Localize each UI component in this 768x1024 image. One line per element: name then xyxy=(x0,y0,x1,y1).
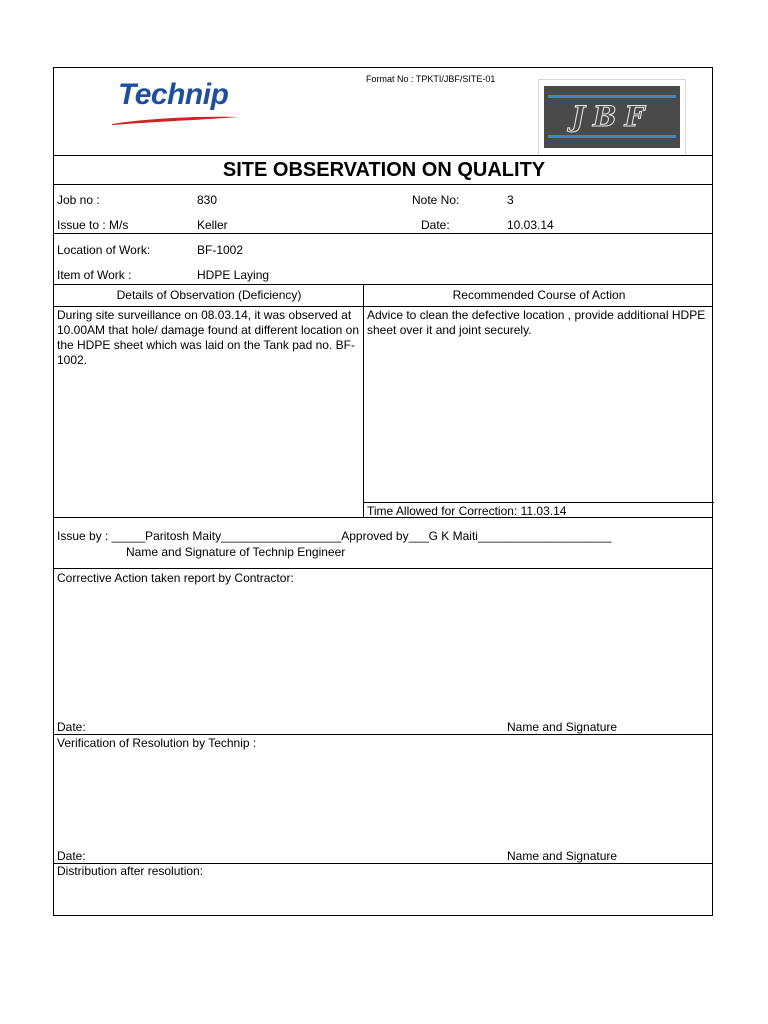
corrective-date-label: Date: xyxy=(57,720,86,734)
page-title: SITE OBSERVATION ON QUALITY xyxy=(222,159,546,181)
jbf-logo xyxy=(538,79,686,156)
deficiency-text: During site surveillance on 08.03.14, it was observed at 10.00AM that hole/ damage found at different location on the HDPE sheet which was laid on the Tank pad no. BF-1002. xyxy=(57,308,359,367)
time-allowed: Time Allowed for Correction: 11.03.14 xyxy=(367,504,567,518)
verification-label: Verification of Resolution by Technip : xyxy=(57,736,257,750)
corrective-label: Corrective Action taken report by Contractor: xyxy=(57,571,294,585)
job-no-value: 830 xyxy=(197,193,218,207)
action-header: Recommended Course of Action xyxy=(452,288,626,302)
job-no-label: Job no : xyxy=(57,193,100,207)
date-value: 10.03.14 xyxy=(507,218,554,232)
deficiency-header: Details of Observation (Deficiency) xyxy=(116,288,302,302)
note-no-label: Note No: xyxy=(412,193,460,207)
item-label: Item of Work : xyxy=(57,268,132,282)
issue-by-sub: Name and Signature of Technip Engineer xyxy=(126,545,346,559)
note-no-value: 3 xyxy=(507,193,514,207)
technip-swoosh-icon xyxy=(110,114,240,126)
format-number: Format No : TPKTI/JBF/SITE-01 xyxy=(366,74,496,84)
observation-form xyxy=(53,67,713,916)
verification-date-label: Date: xyxy=(57,849,86,863)
technip-logo-text: Technip xyxy=(118,78,229,111)
distribution-label: Distribution after resolution: xyxy=(57,864,204,878)
item-value: HDPE Laying xyxy=(197,268,270,282)
issue-to-label: Issue to : M/s xyxy=(57,218,129,232)
location-value: BF-1002 xyxy=(197,243,244,257)
technip-logo xyxy=(118,78,248,126)
corrective-signature-label: Name and Signature xyxy=(507,720,618,734)
location-label: Location of Work: xyxy=(57,243,151,257)
action-text: Advice to clean the defective location , provide additional HDPE sheet over it and joint securely. xyxy=(367,308,706,337)
date-label: Date: xyxy=(421,218,450,232)
jbf-logo-text: JBF xyxy=(571,100,653,133)
verification-signature-label: Name and Signature xyxy=(507,849,618,863)
issue-by-line: Issue by : _____Paritosh Maity__________________Approved by___G K Maiti____________________ xyxy=(57,529,612,543)
issue-to-value: Keller xyxy=(197,218,228,232)
